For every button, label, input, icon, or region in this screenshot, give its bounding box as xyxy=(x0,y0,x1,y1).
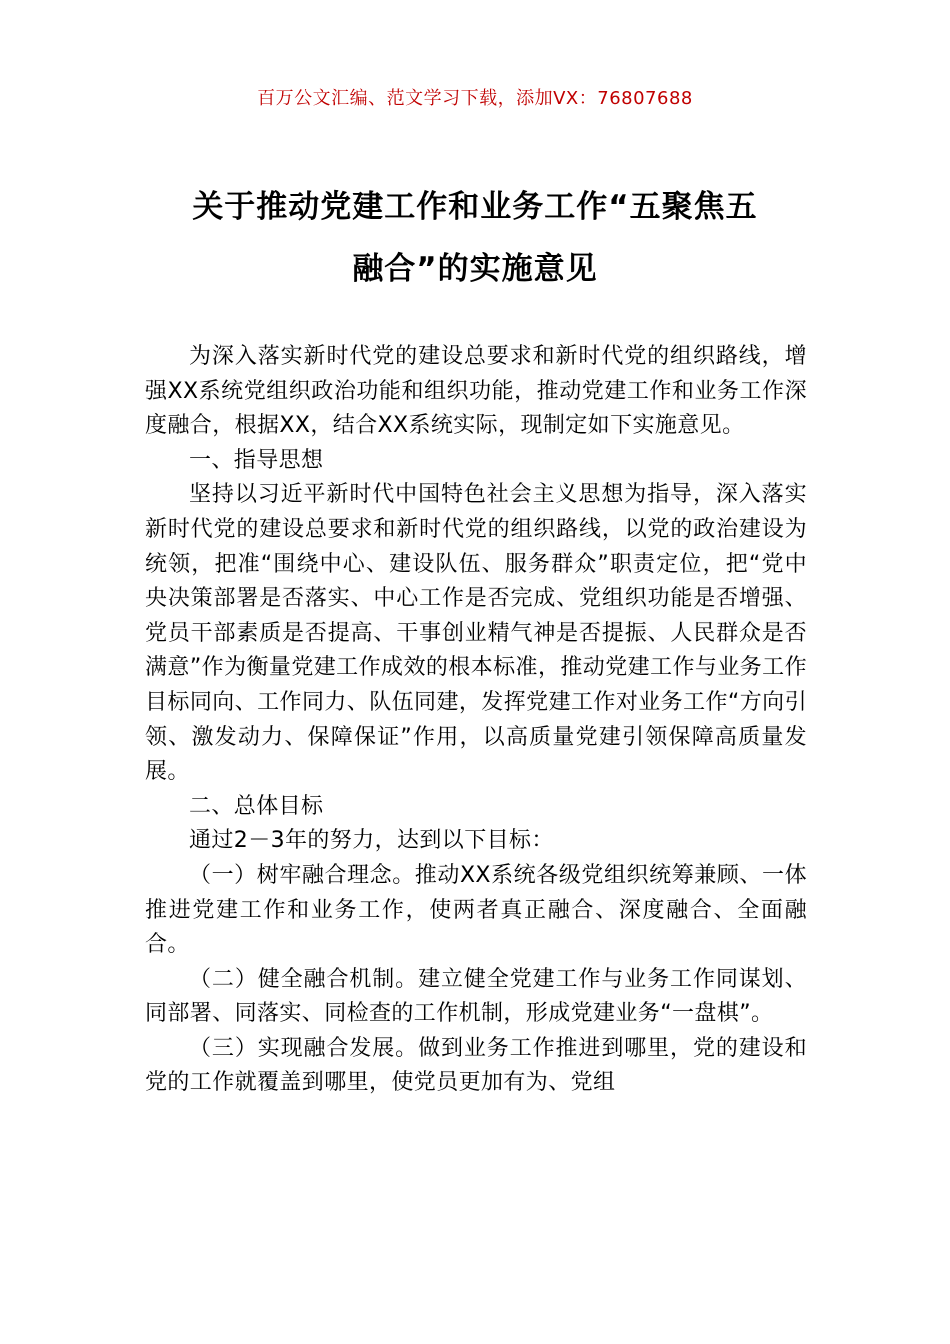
paragraph-goal-3: （三）实现融合发展。做到业务工作推进到哪里，党的建设和党的工作就覆盖到哪里，使党员更加有为、党组 xyxy=(145,1035,807,1096)
header-note: 百万公文汇编、范文学习下载，添加VX：76807688 xyxy=(257,88,693,109)
paragraph-guiding-thought: 坚持以习近平新时代中国特色社会主义思想为指导，深入落实新时代党的建设总要求和新时代党的组织路线，以党的政治建设为统领，把准“围绕中心、建设队伍、服务群众”职责定位，把“党中央决策部署是否落实、中心工作是否完成、党组织功能是否增强、党员干部素质是否提高、干事创业精气神是否提振、人民群众是否满意”作为衡量党建工作成效的根本标准，推动党建工作与业务工作目标同向、工作同力、队伍同建，发挥党建工作对业务工作“方向引领、激发动力、保障保证”作用，以高质量党建引领保障高质量发展。 xyxy=(145,482,807,785)
title-line-1: 关于推动党建工作和业务工作“五聚焦五 xyxy=(192,189,758,225)
title-line-2: 融合”的实施意见 xyxy=(352,251,598,287)
paragraph-goal-2: （二）健全融合机制。建立健全党建工作与业务工作同谋划、同部署、同落实、同检查的工作机制，形成党建业务“一盘棋”。 xyxy=(145,966,807,1027)
paragraph-goal-1: （一）树牢融合理念。推动XX系统各级党组织统筹兼顾、一体推进党建工作和业务工作，使两者真正融合、深度融合、全面融合。 xyxy=(145,862,807,958)
document-body xyxy=(145,340,807,1101)
section-heading-guiding-thought: 一、指导思想 xyxy=(189,447,324,473)
paragraph-intro: 为深入落实新时代党的建设总要求和新时代党的组织路线，增强XX系统党组织政治功能和组织功能，推动党建工作和业务工作深度融合，根据XX，结合XX系统实际，现制定如下实施意见。 xyxy=(145,344,807,439)
section-heading-overall-goal: 二、总体目标 xyxy=(189,793,324,819)
paragraph-goal-lead: 通过2－3年的努力，达到以下目标： xyxy=(189,828,554,854)
document-title xyxy=(140,176,810,300)
